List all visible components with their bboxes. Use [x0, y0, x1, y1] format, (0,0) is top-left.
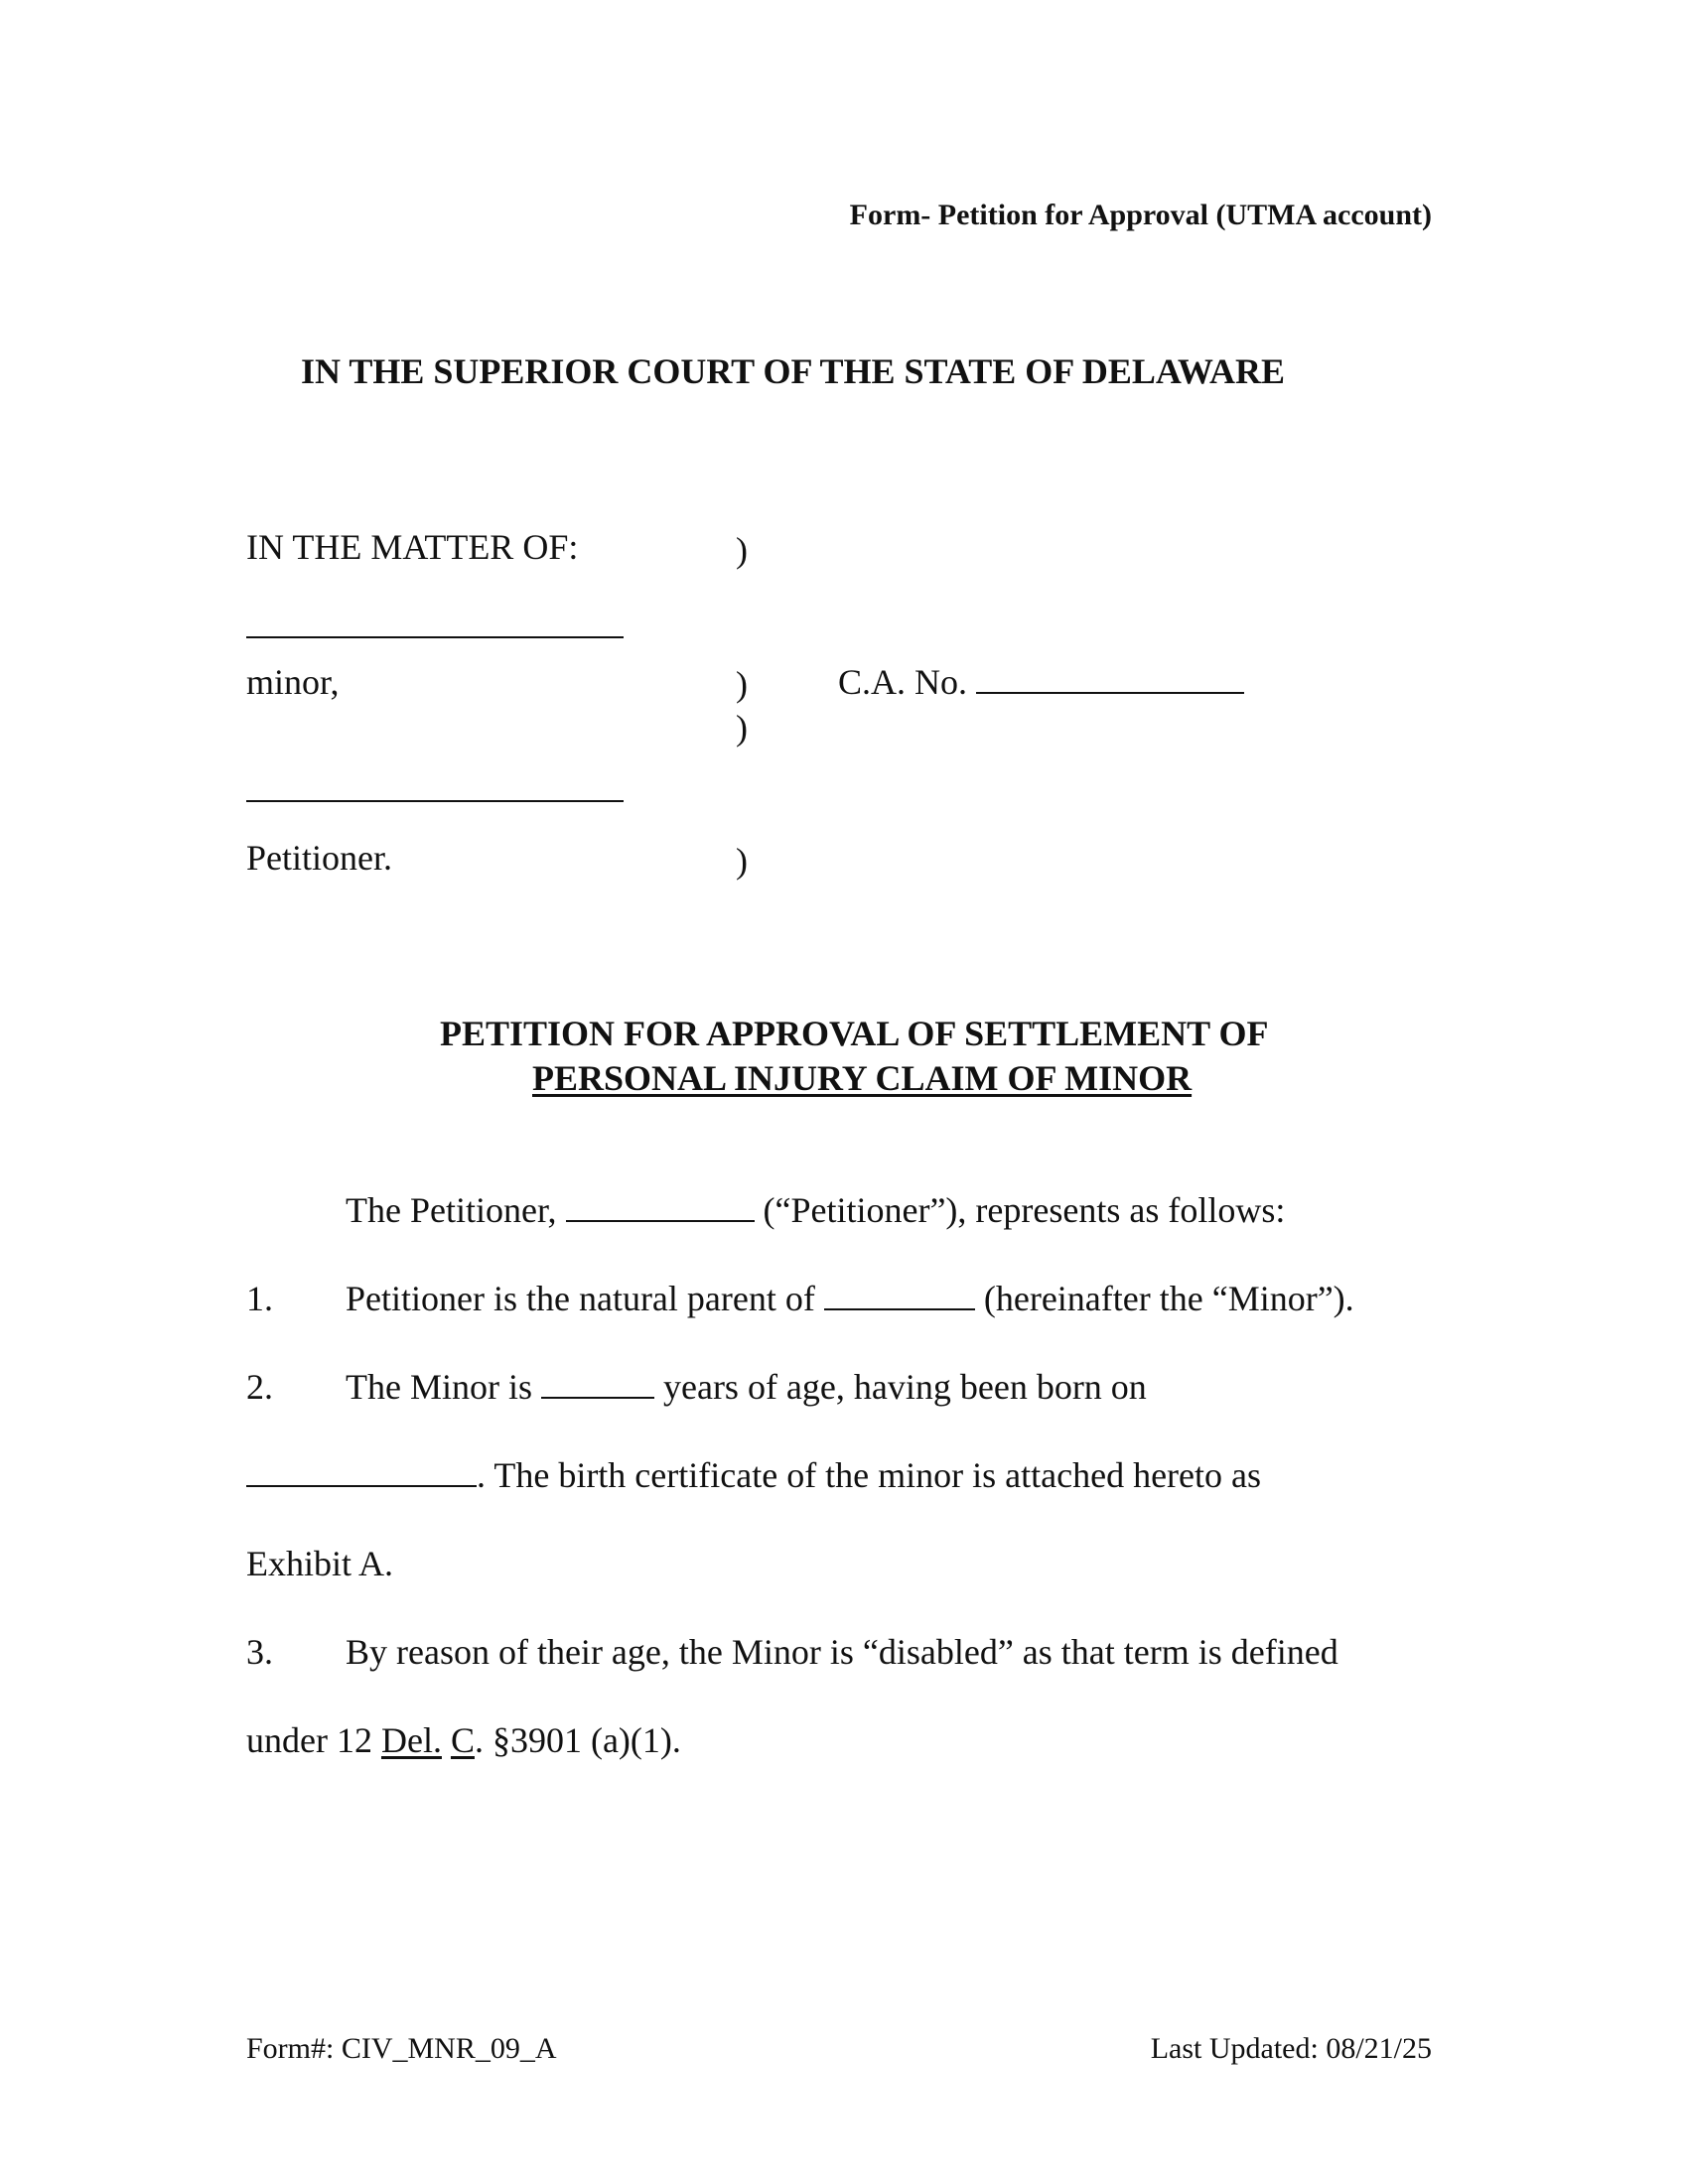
caption-paren: ) [736, 841, 748, 881]
petitioner-name-blank[interactable] [566, 1190, 755, 1222]
caption-paren: ) [736, 530, 748, 570]
ca-number [838, 661, 1244, 703]
intro-before: The Petitioner, [346, 1190, 557, 1230]
intro-after: (“Petitioner”), represents as follows: [763, 1190, 1286, 1230]
form-title: Form- Petition for Approval (UTMA account) [849, 199, 1432, 231]
item-3-text: By reason of their age, the Minor is “disabled” as that term is defined [346, 1632, 1338, 1672]
statute-cite-del: Del. [380, 1720, 442, 1760]
petitioner-label: Petitioner. [246, 838, 392, 878]
intro-paragraph [346, 1189, 1285, 1231]
statute-cite-c: C [450, 1720, 475, 1760]
caption-paren: ) [736, 664, 748, 704]
item-2-exhibit: Exhibit A. [246, 1544, 394, 1583]
court-title: IN THE SUPERIOR COURT OF THE STATE OF DELAWARE [301, 351, 1285, 391]
caption-paren: ) [736, 708, 748, 748]
item-2-text: The Minor is years of age, having been born on [346, 1367, 1147, 1407]
item-2-continuation: . The birth certificate of the minor is attached hereto as [246, 1454, 1261, 1496]
last-updated: Last Updated: 08/21/25 [1150, 2032, 1432, 2065]
item-number: 1. [246, 1279, 273, 1318]
minor-label: minor, [246, 662, 340, 702]
petition-title-line1: PETITION FOR APPROVAL OF SETTLEMENT OF [440, 1014, 1269, 1053]
ca-label: C.A. No. [838, 662, 968, 702]
item-3-continuation: under 12 Del. C. §3901 (a)(1). [246, 1720, 681, 1760]
petition-title-line2: PERSONAL INJURY CLAIM OF MINOR [532, 1058, 1193, 1098]
minor-age-blank[interactable] [541, 1367, 654, 1399]
form-number: Form#: CIV_MNR_09_A [246, 2032, 557, 2065]
item-number: 3. [246, 1632, 273, 1672]
minor-name-blank[interactable] [824, 1279, 975, 1310]
minor-name-line[interactable] [246, 636, 624, 638]
matter-label: IN THE MATTER OF: [246, 527, 579, 567]
item-number: 2. [246, 1367, 273, 1407]
petitioner-name-line[interactable] [246, 800, 624, 802]
item-1-text: Petitioner is the natural parent of (hereinafter the “Minor”). [346, 1279, 1354, 1318]
birth-date-blank[interactable] [246, 1455, 477, 1487]
ca-number-blank[interactable] [976, 662, 1244, 694]
